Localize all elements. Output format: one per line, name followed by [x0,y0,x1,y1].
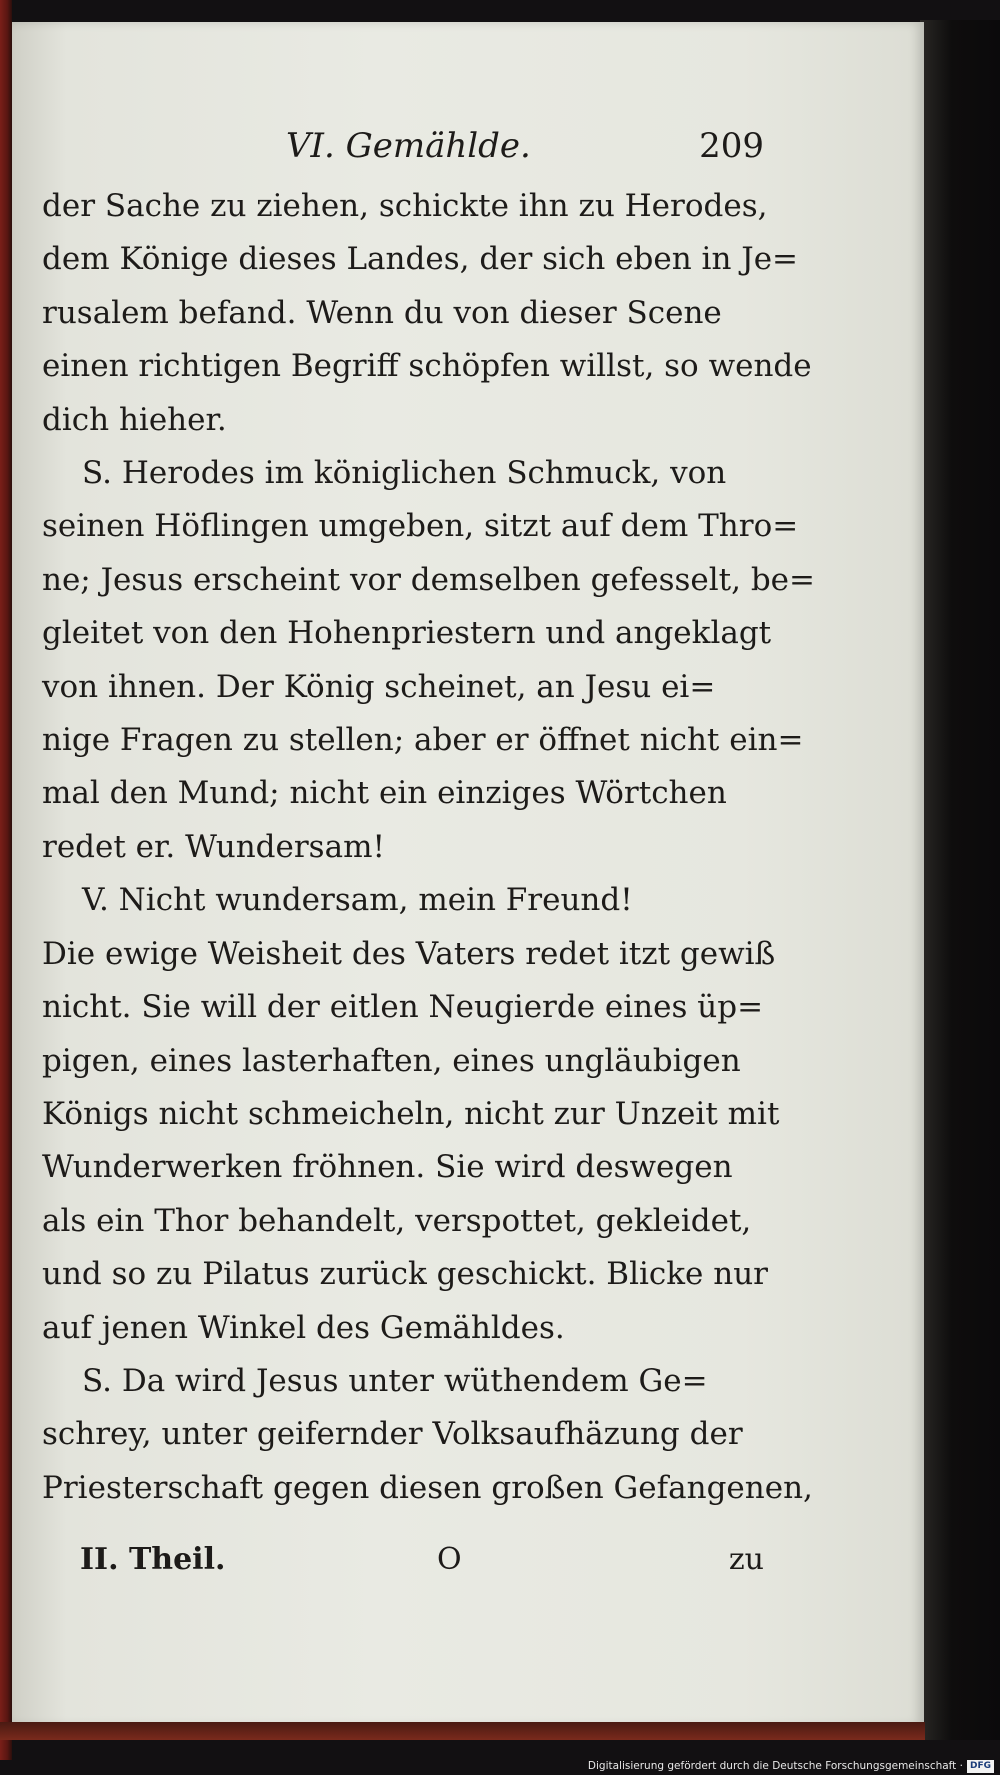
text-line: einen richtigen Begriff schöpfen willst, so wende [42,348,812,385]
text-line: ne; Jesus erscheint vor demselben gefesselt, be= [42,561,815,598]
running-title: VI. Gemählde. [286,126,531,166]
text-line: Priesterschaft gegen diesen großen Gefangenen, [42,1469,813,1506]
text-line: dich hieher. [42,401,227,438]
page-content [42,120,815,1515]
text-line: mal den Mund; nicht ein einziges Wörtchen [42,775,727,812]
text-line: nige Fragen zu stellen; aber er öffnet nicht ein= [42,722,804,759]
text-line: S. Da wird Jesus unter wüthendem Ge= [82,1362,708,1399]
sheet-mark: O [437,1542,462,1577]
text-line: nicht. Sie will der eitlen Neugierde eines üp= [42,989,764,1026]
dfg-logo: DFG [967,1760,994,1773]
text-line: pigen, eines lasterhaften, eines ungläubigen [42,1042,741,1079]
page-number: 209 [699,126,764,166]
book-binding-edge [0,0,12,1760]
text-line: der Sache zu ziehen, schickte ihn zu Herodes, [42,188,768,224]
signature-mark: II. Theil. [80,1542,226,1577]
text-line: als ein Thor behandelt, verspottet, gekleidet, [42,1202,752,1239]
text-line: gleitet von den Hohenpriestern und angeklagt [42,615,772,652]
text-line: Königs nicht schmeicheln, nicht zur Unzeit mit [42,1095,780,1132]
text-line: dem Könige dieses Landes, der sich eben in Je= [42,241,799,278]
page-footer [42,1542,764,1590]
text-line: S. Herodes im königlichen Schmuck, von [82,455,727,492]
body-text [42,180,815,1515]
text-line: und so zu Pilatus zurück geschickt. Blicke nur [42,1256,769,1293]
text-line: rusalem befand. Wenn du von dieser Scene [42,294,722,331]
book-page [12,22,924,1726]
text-line: von ihnen. Der König scheinet, an Jesu ei= [42,668,716,705]
text-line: auf jenen Winkel des Gemähldes. [42,1309,565,1346]
text-line: redet er. Wundersam! [42,828,385,865]
catchword: zu [728,1542,764,1577]
text-line: schrey, unter geifernder Volksaufhäzung der [42,1416,743,1453]
digitization-credit [588,1758,994,1774]
page-header [42,120,764,180]
text-line: V. Nicht wundersam, mein Freund! [82,882,633,919]
credit-text: Digitalisierung gefördert durch die Deutsche Forschungsgemeinschaft · [587,1760,963,1772]
text-line: Wunderwerken fröhnen. Sie wird deswegen [42,1149,733,1186]
page-gutter-shadow [920,20,1000,1740]
text-line: Die ewige Weisheit des Vaters redet itzt gewiß [42,935,776,972]
book-cover-edge [0,1722,925,1740]
text-line: seinen Höflingen umgeben, sitzt auf dem Thro= [42,508,799,545]
